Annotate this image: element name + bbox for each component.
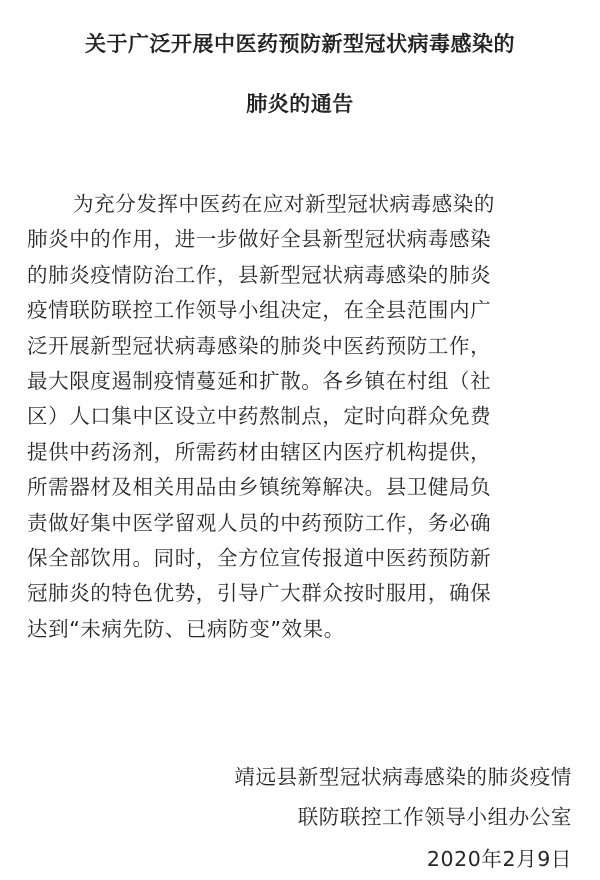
body-line: 责做好集中医学留观人员的中药预防工作，务必确 (27, 510, 492, 535)
signature-date: 2020年2月9日 (426, 847, 572, 871)
body-line: 的肺炎疫情防治工作，县新型冠状病毒感染的肺炎 (27, 262, 492, 287)
body-line: 肺炎中的作用，进一步做好全县新型冠状病毒感染 (27, 227, 492, 252)
signature-issuer-line-1: 靖远县新型冠状病毒感染的肺炎疫情 (234, 765, 572, 789)
body-line: 泛开展新型冠状病毒感染的肺炎中医药预防工作， (27, 333, 492, 358)
body-line: 达到“未病先防、已病防变”效果。 (27, 616, 345, 641)
signature-issuer-line-2: 联防联控工作领导小组办公室 (297, 805, 572, 829)
body-line: 所需器材及相关用品由乡镇统筹解决。县卫健局负 (27, 475, 492, 500)
body-line: 保全部饮用。同时，全方位宣传报道中医药预防新 (27, 545, 492, 570)
body-line: 最大限度遏制疫情蔓延和扩散。各乡镇在村组（社 (27, 368, 492, 393)
body-line: 冠肺炎的特色优势，引导广大群众按时服用，确保 (27, 581, 492, 606)
body-line: 为充分发挥中医药在应对新型冠状病毒感染的 (73, 192, 495, 216)
notice-title-line-1: 关于广泛开展中医药预防新型冠状病毒感染的 (85, 32, 515, 56)
body-line: 区）人口集中区设立中药熬制点，定时向群众免费 (27, 404, 492, 429)
notice-title-line-2: 肺炎的通告 (246, 92, 354, 116)
notice-body (27, 187, 579, 647)
body-line: 疫情联防联控工作领导小组决定，在全县范围内广 (27, 298, 492, 323)
body-line: 提供中药汤剂，所需药材由辖区内医疗机构提供， (27, 439, 492, 464)
